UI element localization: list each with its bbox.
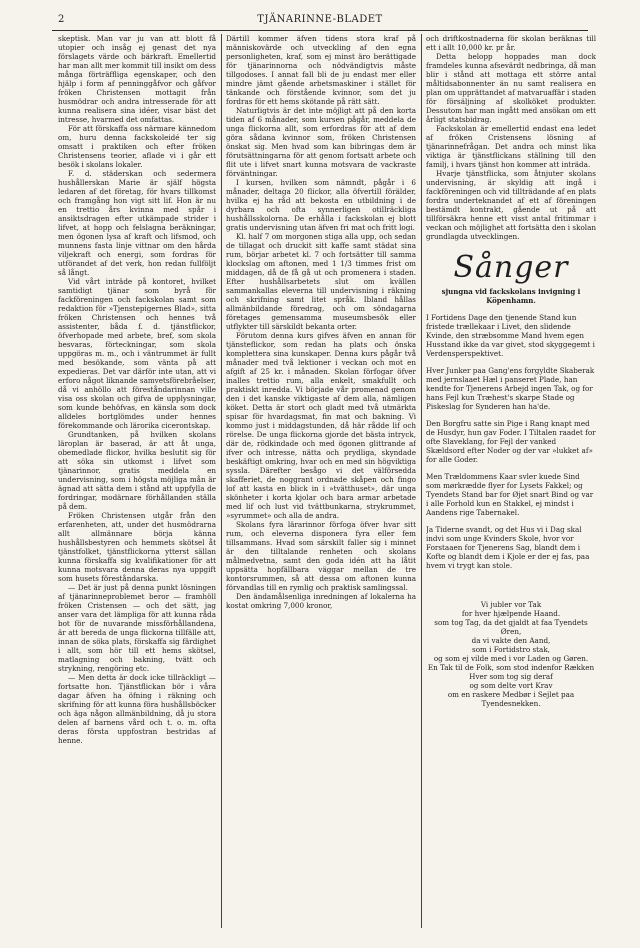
paragraph: Naturligtvis är det inte möjligt att på den korta tiden af 6 månader, som kursen pågår, meddela de unga flickorna allt, som erfordras för att af dem göra sådana kvinnor som, fröken Christensen önskat sig. Men hvad som kan bibringas dem är förutsättningarna för att genom fortsatt arbete och flit ute i lifvet snart kunna motsvara de vackraste förväntningar. xyxy=(226,106,416,178)
paragraph: Förutom denna kurs gifves äfven en annan för tjänsteflickor, som redan ha plats och önska komplettera sina kunskaper. Denna kurs pågår två månader med två lektioner i veckan och mot en afgift af 25 kr. i månaden. Skolan förfogar öfver inalles trettio rum, alla enkelt, smakfullt och praktiskt inredda. Vi började vår promenad genom den i det kanske viktigaste af dem alla, nämligen köket. Detta är stort och gladt med två utmärkta spisar för hvardagsmat, fin mat och bakning. Vi kommo just i middagstunden, då här rådde lif och rörelse. De unga flickorna gjorde det bästa intryck, där de, rödkindade och med ögonen glittrande af ifver och intresse, nätta och prydliga, skyndade beskäftigt omkring, hvar och en med sin högviktiga syssla. Därefter besågo vi det välförsedda skafferiet, de noggrant ordnade skåpen och fingo lof att kasta en blick in i »tvätthuset», där unga skönheter i korta kjolar och bara armar arbetade med lif och lust vid tvättbunkarna, strykrummet, »syrummet» och alla de andra. xyxy=(226,331,416,520)
stanza: Ja Tiderne svandt, og det Hus vi i Dag skal indvi som unge Kvinders Skole, hvor vor Forstaaen for Tjenerens Sag, blandt dem i Kofte og blandt dem i Kjole er der ej fas, paa hvem vi trygt kan stole. xyxy=(426,525,590,570)
paragraph: F. d. städerskan och sedermera hushållerskan Marie är själf högsta ledaren af det företag, för hvars tillkomst och framgång hon vigt sitt lif. Hon är nu en trettio års kvinna med spår i ansiktsdragen efter utkämpade strider i lifvet, at hopp och felslagna beräkningar, men ögonen lysa af kraft och lifsmod, och munnens fasta linje vittnar om den hårda viljekraft och energi, som fordras för utförandet af det verk, hon redan fullföljt så långt. xyxy=(58,169,216,277)
songs-heading: Sånger xyxy=(453,250,569,285)
poem-line: som tog Tag, da det gjaldt at faa Tyendets Øren, xyxy=(434,618,588,636)
poem-line: og som ej vilde med i vor Laden og Gøren. xyxy=(433,654,589,663)
paragraph: Hvarje tjänstflicka, som åtnjuter skolans undervisning, är skyldig att ingå i fackföreningen och vid tillträdande af en plats fordra underteknandet af ett af föreningen bestämdt kontrakt, gående ut på att tillförsäkra henne ett visst antal fritimmar i veckan och möjlighet att fortsätta den i skolan grundlagda utvecklingen. xyxy=(426,169,596,241)
paragraph: Detta belopp hoppades man dock framdeles kunna afsevärdt nedbringa, då man blir i stånd att mottaga ett större antal måltidsabonnenter än nu samt realisera en plan om upprättandet af matvaruaffär i staden för försäljning af skolköket produkter. Dessutom har man ingått med ansökan om ett årligt statsbidrag. xyxy=(426,52,596,124)
poem-line: for hver hjælpende Haand. xyxy=(461,609,561,618)
paragraph: Skolans fyra lärarinnor förfoga öfver hvar sitt rum, och eleverna disponera fyra eller fem tillsammans. Hvad som särskilt faller sig i minnet är den tilltalande renheten och skolans målmedvetna, samt den goda idén att ha låtit uppsätta hopfällbara väggar mellan de tre kontorsrummen, så att dessa om aftonen kunna förvandlas till en rymlig och praktisk samlingssal. xyxy=(226,520,416,592)
second-poem xyxy=(426,600,596,708)
poem-line: og som delte vort Krav xyxy=(469,681,553,690)
paragraph: skeptisk. Man var ju van att blott få utopier och insåg ej genast det nya förslagets värde och bärkraft. Emellertid har man allt mer kommit till insikt om dess många förträffliga egenskaper, och den hjälp i form af penninggåfvor och gåfvor fröken Christensen mottagit från husmödrar och andra intresserade för att kunna realisera sina idéer, visar bäst det intresse, hvarmed det omfattas. xyxy=(58,34,216,124)
poem-line: da vi vakte den Aand, xyxy=(471,636,551,645)
column-3 xyxy=(426,34,596,928)
paragraph: — Det är just på denna punkt lösningen af tjänarinneproblemet beror — framhöll fröken Cristensen — och det sätt, jag anser vara det lämpliga för att kunna råda bot för de nuvarande missförhållandena, är att bereda de unga flickorna tillfälle att, innan de söka plats, förskaffa sig färdighet i allt, som hör till ett hems skötsel, matlagning och bakning, tvätt och strykning, rengöring etc. xyxy=(58,583,216,673)
page-number: 2 xyxy=(58,14,65,25)
paragraph: — Men detta är dock icke tillräckligt — fortsatte hon. Tjänstflickan bör i våra dagar äfven ha öfning i räkning och skrifning för att kunna föra hushållsböcker och äga någon allmänbildning, då ju stora delen af barnens vård och t. o. m. ofta deras första uppfostran bestridas af henne. xyxy=(58,673,216,745)
column-divider xyxy=(421,34,422,928)
paragraph: Vid vårt inträde på kontoret, hvilket samtidigt tjänar som byrå för fackföreningen och fackskolan samt som redaktion för »Tjenstepigernes Blad», sitta fröken Christensen och hennes två assistenter, båda f. d. tjänstflickor, öfverhopade med arbete, bref, som skola besvaras, förteckningar, som skola uppgöras m. m., och i väntrummet är fullt med besökande, som vänta på att expedieras. Det var därför inte utan, att vi erforo något liknande samvetsförebråelser, då vi anhöllo att föreståndarinnan ville visa oss skolan och gifva de upplysningar, som kunde behöfvas, en känsla som dock alldeles bortglömdes under hennes förekommande och lärorika cicerontskap. xyxy=(58,277,216,430)
paragraph: Därtill kommer äfven tidens stora kraf på människovärde och utveckling af den egna personligheten, kraf, som ej minst äro berättigade för tjänarinnorna och nödvändigtvis måste tillgodoses. I annat fall bli de ju endast mer eller mindre jämt gående arbetsmaskiner i stället för tänkande och förstående kvinnor, som det ju fordras för ett hems skötande på rätt sätt. xyxy=(226,34,416,106)
poem-line: om en raskere Medbør i Sejlet paa Tyendesnekken. xyxy=(447,690,575,708)
songs-subheading: sjungna vid fackskolans invigning i Köpenhamn. xyxy=(441,287,581,305)
poem-line: En Tak til de Folk, som stod indenfor Rækken xyxy=(427,663,595,672)
paragraph: För att förskaffa oss närmare kännedom om, huru denna fackskoleidé ter sig omsatt i praktiken och efter fröken Christensens teorier, aflade vi i går ett besök i skolans lokaler. xyxy=(58,124,216,169)
poem-line: Vi jubler vor Tak xyxy=(480,600,542,609)
column-divider xyxy=(221,34,222,928)
poem-line: som i Fortidstro stak, xyxy=(472,645,550,654)
page-header xyxy=(52,12,588,31)
stanza: Hver Junker paa Gang'ens forgyldte Skaberak med jernslaaet Hæl i panseret Plade, han kendte for Tjenerens Arbejd ingen Tak, og for hans Fejl kun Træhest's skarpe Stade og Piskeslag for Synderen han ha'de. xyxy=(426,366,595,411)
newspaper-title: TJÄNARINNE-BLADET xyxy=(257,14,383,25)
column-1 xyxy=(58,34,216,928)
paragraph: Fröken Christensen utgår från den erfarenheten, att, under det husmödrarna allt allmännare börja känna hushållsbestyren och hemmets skötsel åt tjänstfolket, tjänstflickorna ytterst sällan kunna förskaffa sig kvalifikationer för att kunna motsvara denna deras nya uppgift som husets föreståndarska. xyxy=(58,511,216,583)
poem-stanzas xyxy=(426,313,596,570)
stanza: I Fortidens Dage den tjenende Stand kun fristede trællekaar i Livet, den slidende Kvinde, den stræbsomme Mand hvem egen Husstand ikke da var givet, stod skyggegemt i Verdensperspektivet. xyxy=(426,313,595,358)
column-2 xyxy=(226,34,416,928)
stanza: Den Borgfru satte sin Pige i Rang knapt med de Husdyr, hun gav Foder. I Tiltalen raadet for ofte Slaveklang, for Fejl der vanked Skældsord efter Noder og der var »lukket af» for alle Goder. xyxy=(426,419,596,464)
paragraph: I kursen, hvilken som nämndt, pågår i 6 månader, deltaga 20 flickor, alla öfvertill förälder, hvilka ej ha råd att bekosta en utbildning i de dyrbara och ofta synnerligen otillräckliga hushållsskolorna. De erhålla i fackskolan ej blott gratis undervisning utan äfven fri mat och fritt logi. xyxy=(226,178,416,232)
paragraph: Grundtanken, på hvilken skolans läroplan är baserad, är att åt unga, obemedlade flickor, hvilka beslutit sig för att söka sin utkomst i lifvet som tjänarinnor, gratis meddela en undervisning, som i högsta möjliga mån är ägnad att sätta dem i stånd att uppfylla de fordringar, modärnare förhållanden ställa på dem. xyxy=(58,430,216,511)
paragraph: och driftkostnaderna för skolan beräknas till ett i allt 10,000 kr. pr år. xyxy=(426,34,596,52)
paragraph: Kl. half 7 om morgonen stiga alla upp, och sedan de tillagat och druckit sitt kaffe samt städat sina rum, börjar arbetet kl. 7 och fortsätter till samma klockslag om aftonen, med 1 1/3 timmes frist om middagen, då de få gå ut och promenera i staden. Efter hushållsarbetets slut om kvällen sammankallas eleverna till undervisning i räkning och skrifning samt litet språk. Ibland hållas allmänbildande föredrag, och om söndagarna företages gemensamma museumsbesök eller utflykter till särskildt bekanta orter. xyxy=(226,232,416,331)
poem-line: Hver som tog sig deraf xyxy=(469,672,553,681)
stanza: Men Trældommens Kaar svler kuede Sind som mørkrædde flyer for Lysets Fakkel; og Tyendets Stand bar for Øjet snart Bind og var i alle Forhold kun en Stakkel, ej mindst i Aandens rige Tabernakel. xyxy=(426,472,594,517)
paragraph: Fackskolan är emellertid endast ena ledet af fröken Cristensens lösning af tjänarinnefrågan. Det andra och minst lika viktiga är tjänstflickans ställning till den familj, i hvars tjänst hon kommer att inträda. xyxy=(426,124,596,169)
paragraph: Den ändamålsenliga inredningen af lokalerna ha kostat omkring 7,000 kronor, xyxy=(226,592,416,610)
